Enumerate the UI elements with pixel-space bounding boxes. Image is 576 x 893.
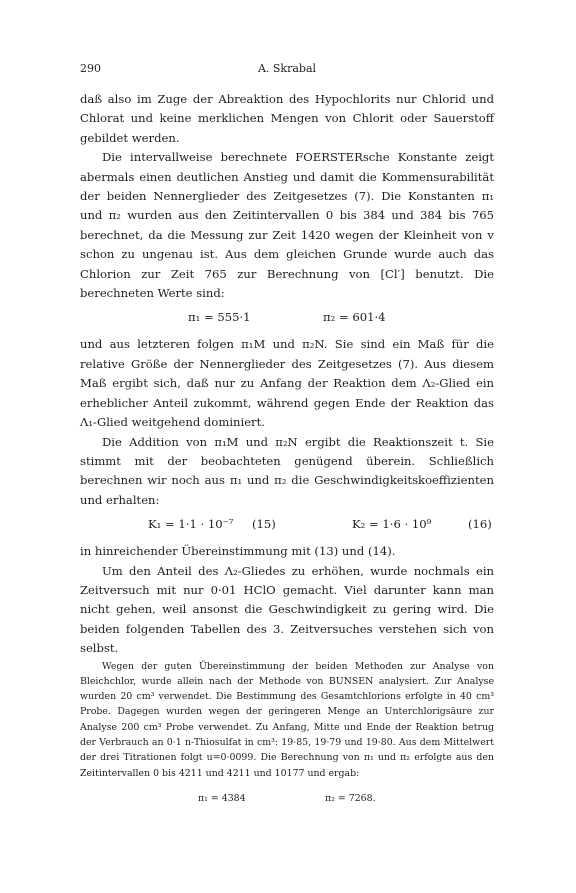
paragraph-2: Die intervallweise berechnete FOERSTERsche Konstante zeigt abermals einen deutlichen Anstieg und damit die Kommensurabilität der beiden Nennerglieder des Zeitgesetzes (7). Die Konstanten π₁ und π₂ wurden aus den Zeitintervallen 0 bis 384 und 384 bis 765 berechnet, da die Messung zur Zeit 1420 wegen der Kleinheit von v schon zu ungenau ist. Aus dem gleichen Grunde wurde auch das Chlorion zur Zeit 765 zur Berechnung von [Cl′] benutzt. Die berechneten Werte sind: (80, 150, 494, 301)
equation-number-15: (15) (252, 517, 276, 532)
formula-k2: K₂ = 1·6 · 10⁹ (352, 517, 432, 532)
paragraph-5: in hinreichender Übereinstimmung mit (13) und (14). (80, 544, 396, 559)
formula-pi1: π₁ = 555·1 (188, 310, 251, 325)
page-header (80, 62, 494, 80)
footnote-text: Wegen der guten Übereinstimmung der beiden Methoden zur Analyse von Bleichchlor, wurde allein nach der Methode von BUNSEN analysiert. Zur Analyse wurden 20 cm³ verwendet. Die Bestimmung des Gesamtchlorions erfolgte in 40 cm³ Probe. Dagegen wurden wegen der geringeren Menge an Unterchlorigsäure zur Analyse 200 cm³ Probe verwendet. Zu Anfang, Mitte und Ende der Reaktion betrug der Verbrauch an 0·1 n-Thiosulfat in cm³: 19·85, 19·79 und 19·80. Aus dem Mittelwert der drei Titrationen folgt u=0·0099. Die Berechnung von π₁ und π₂ erfolgte aus den Zeitintervallen 0 bis 4211 und 4211 und 10177 und ergab: (80, 660, 494, 779)
formula-k1: K₁ = 1·1 · 10⁻⁷ (148, 517, 234, 532)
formula-k-values (80, 515, 494, 537)
formula-pi2: π₂ = 601·4 (323, 310, 386, 325)
paragraph-6: Um den Anteil des Λ₂-Gliedes zu erhöhen, wurde nochmals ein Zeitversuch mit nur 0·01 HClO gemacht. Viel darunter kann man nicht gehen, weil ansonst die Geschwindigkeit zu gering wird. Die beiden folgenden Tabellen des 3. Zeitversuches verstehen sich von selbst. (80, 563, 494, 656)
running-head: A. Skrabal (257, 62, 317, 75)
paragraph-3: und aus letzteren folgen π₁M und π₂N. Sie sind ein Maß für die relative Größe der Nennerglieder des Zeitgesetzes (7). Aus diesem Maß ergibt sich, daß nur zu Anfang der Reaktion dem Λ₂-Glied ein erheblicher Anteil zukommt, während gegen Ende der Reaktion das Λ₁-Glied weitgehend dominiert. (80, 337, 494, 430)
formula-pi-values (80, 308, 494, 330)
formula-note-pi2: π₂ = 7268. (325, 792, 376, 804)
paragraph-1: daß also im Zuge der Abreaktion des Hypochlorits nur Chlorid und Chlorat und keine merklichen Mengen von Chlorit oder Sauerstoff gebildet werden. (80, 92, 494, 145)
formula-note-pi (80, 789, 494, 805)
main-text (80, 90, 494, 810)
page-number: 290 (80, 62, 101, 75)
equation-number-16: (16) (468, 517, 492, 532)
formula-note-pi1: π₁ = 4384 (198, 792, 246, 804)
paragraph-4: Die Addition von π₁M und π₂N ergibt die Reaktionszeit t. Sie stimmt mit der beobachteten genügend überein. Schließlich berechnen wir noch aus π₁ und π₂ die Geschwindigkeitskoeffizienten und erhalten: (80, 434, 494, 507)
